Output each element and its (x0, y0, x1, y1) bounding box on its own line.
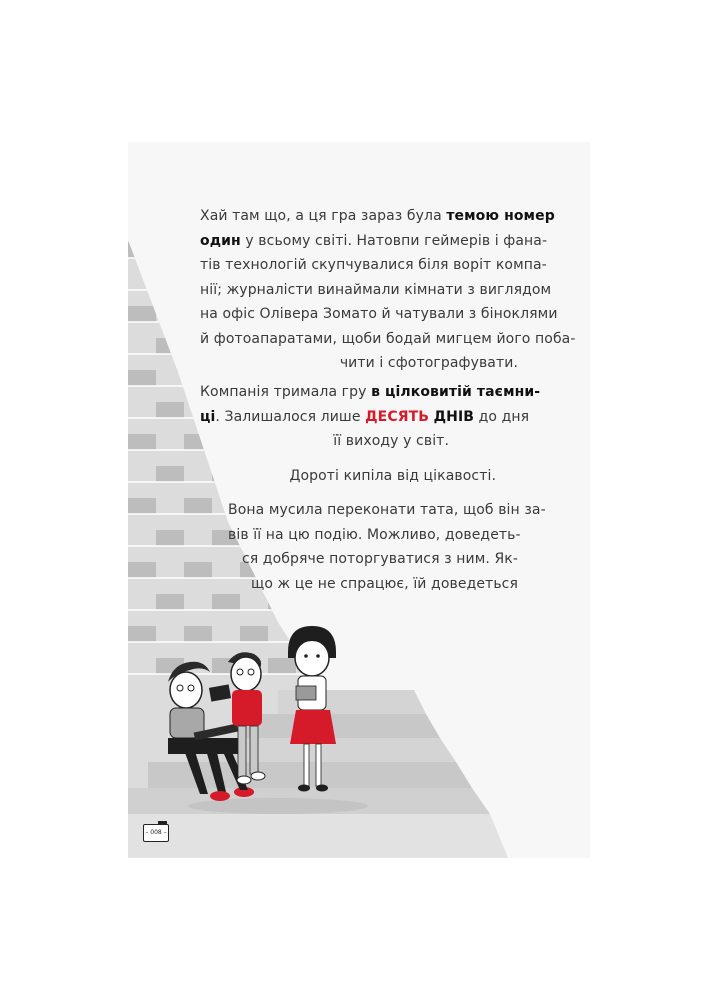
text-line: її виходу у світ. (333, 433, 449, 449)
text-line: на офіс Олівера Зомато й чатували з біноклями (200, 306, 558, 322)
text-line: ся добряче поторгуватися з ним. Як- (241, 551, 518, 567)
red-highlight-text: ДЕСЯТЬ (365, 408, 430, 425)
bold-text: один (200, 232, 241, 249)
text-line (200, 380, 541, 405)
text-span: Компанія тримала гру (200, 384, 372, 400)
page-number: – 008 – (143, 824, 169, 842)
bold-text: ДНІВ (433, 408, 475, 425)
bold-text: ці (200, 408, 216, 425)
text-line: й фотоапаратами, щоби бодай мигцем його поба- (200, 330, 576, 347)
text-line: Дороті кипіла від цікавості. (289, 468, 496, 484)
text-line (200, 229, 548, 254)
text-line: чити і сфотографувати. (339, 355, 518, 371)
paragraph-2 (200, 380, 541, 454)
text-line: нії; журналісти винаймали кімнати з виглядом (200, 281, 552, 298)
text-line (200, 405, 530, 430)
text-line: що ж це не спрацює, їй доведеться (251, 575, 518, 592)
text-line: Вона мусила переконати тата, щоб він за- (228, 502, 546, 518)
paragraph-1 (200, 204, 576, 376)
text-span: у всьому світі. Натовпи геймерів і фана- (240, 232, 548, 249)
book-page (128, 142, 590, 858)
text-span: до дня (474, 408, 530, 425)
text-span: Хай там що, а ця гра зараз була (200, 208, 447, 224)
text-span: . Залишалося лише (215, 408, 366, 425)
paragraph-3 (228, 464, 518, 489)
text-line: тів технологій скупчувалися біля воріт компа- (200, 257, 547, 273)
text-line: вів її на цю подію. Можливо, доведеть- (228, 526, 521, 543)
bold-text: темою номер (446, 208, 555, 224)
text-line (200, 204, 555, 229)
bold-text: в цілковитій таємни- (371, 384, 541, 400)
paragraph-4 (228, 498, 546, 596)
